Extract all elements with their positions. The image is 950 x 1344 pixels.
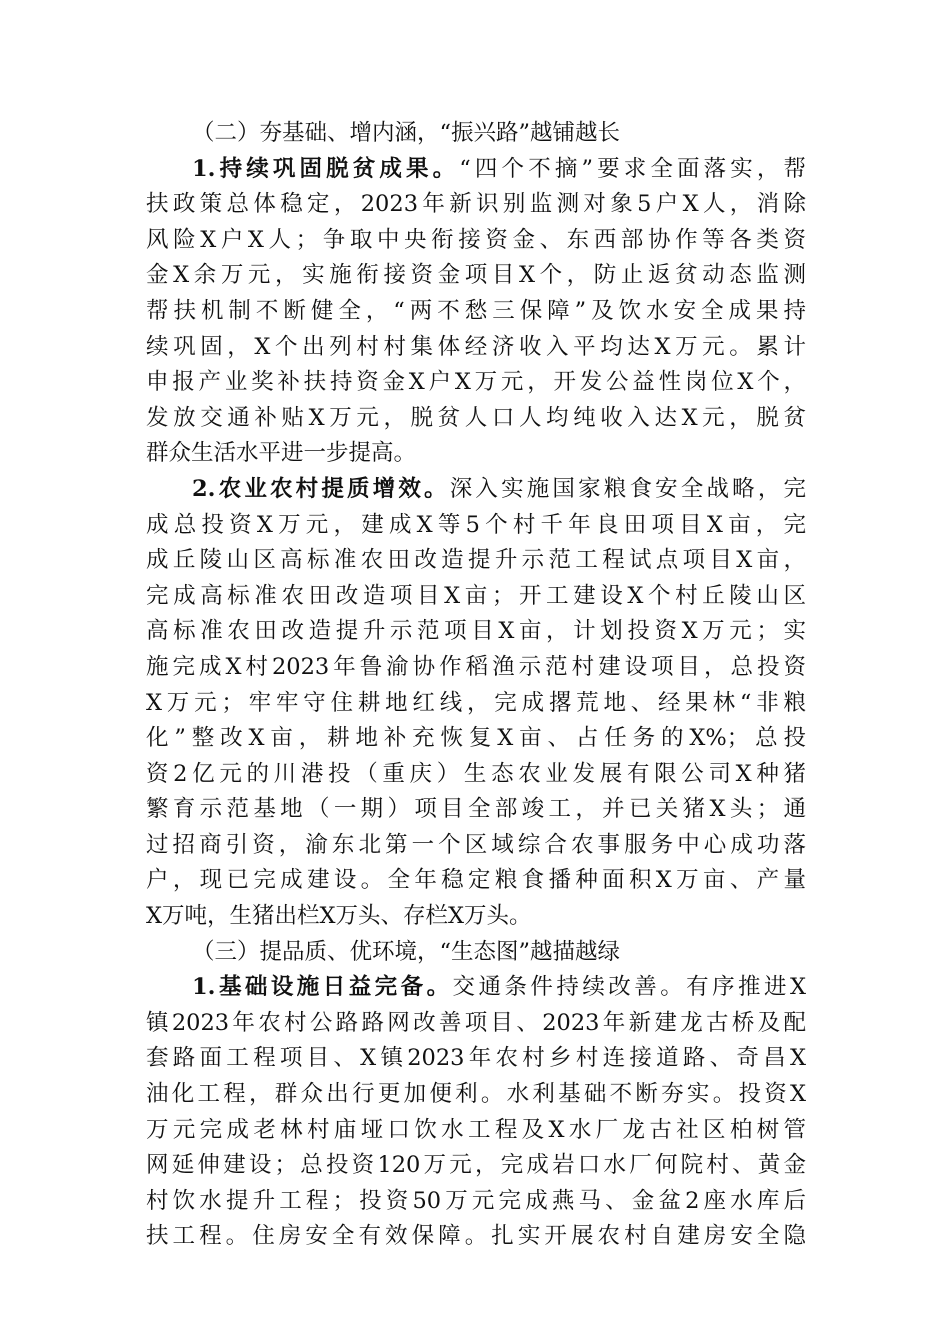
paragraph-line [146,970,806,1006]
paragraph-line: 高标准农田改造提升示范项目X亩，计划投资X万元；实 [146,618,806,645]
paragraph-line [146,472,806,508]
paragraph-line: 扶工程。住房安全有效保障。扎实开展农村自建房安全隐 [146,1223,806,1250]
paragraph-line: 申报产业奖补扶持资金X户X万元，开发公益性岗位X个， [146,369,806,396]
paragraph-lead: 1.基础设施日益完备。 [192,974,453,1001]
paragraph-line: 套路面工程项目、X镇2023年农村乡村连接道路、奇昌X [146,1045,806,1072]
paragraph-line: 户，现已完成建设。全年稳定粮食播种面积X万亩、产量 [146,867,806,894]
paragraph-line: 发放交通补贴X万元，脱贫人口人均纯收入达X元，脱贫 [146,404,806,431]
paragraph-line: 完成高标准农田改造项目X亩；开工建设X个村丘陵山区 [146,582,806,609]
paragraph-line: 群众生活水平进一步提高。 [146,440,417,467]
paragraph-lead: 2.农业农村提质增效。 [192,475,450,502]
paragraph-line: X万元；牢牢守住耕地红线，完成撂荒地、经果林“非粮 [146,689,806,716]
paragraph-line: X万吨，生猪出栏X万头、存栏X万头。 [146,903,532,930]
paragraph-line: 过招商引资，渝东北第一个区域综合农事服务中心成功落 [146,831,806,858]
paragraph-line: 帮扶机制不断健全，“两不愁三保障”及饮水安全成果持 [146,297,806,324]
paragraph-line: 成丘陵山区高标准农田改造提升示范工程试点项目X亩， [146,547,806,574]
paragraph-line: 油化工程，群众出行更加便利。水利基础不断夯实。投资X [146,1081,806,1108]
paragraph-line: 网延伸建设；总投资120万元，完成岩口水厂何院村、黄金 [146,1152,806,1179]
paragraph-line: 村饮水提升工程；投资50万元完成燕马、金盆2座水库后 [146,1187,806,1214]
paragraph-text: 深入实施国家粮食安全战略，完 [449,475,806,502]
paragraph-line: 化”整改X亩，耕地补充恢复X亩、占任务的X%；总投 [146,725,806,752]
paragraph-line: 繁育示范基地（一期）项目全部竣工，并已关猪X头；通 [146,796,806,823]
paragraph-line: 扶政策总体稳定，2023年新识别监测对象5户X人，消除 [146,191,806,218]
paragraph-line: 风险X户X人；争取中央衔接资金、东西部协作等各类资 [146,226,806,253]
paragraph-line: 镇2023年农村公路路网改善项目、2023年新建龙古桥及配 [146,1009,806,1036]
paragraph-text: “四个不摘”要求全面落实，帮 [459,155,806,182]
paragraph-line: 施完成X村2023年鲁渝协作稻渔示范村建设项目，总投资 [146,653,806,680]
section-heading-3: （三）提品质、优环境，“生态图”越描越绿 [192,938,621,965]
paragraph-lead: 1.持续巩固脱贫成果。 [192,155,460,182]
paragraph-line: 续巩固，X个出列村村集体经济收入平均达X万元。累计 [146,333,806,360]
paragraph-line: 万元完成老林村庙垭口饮水工程及X水厂龙古社区柏树管 [146,1116,806,1143]
paragraph-line [146,152,806,188]
paragraph-text: 交通条件持续改善。有序推进X [452,974,806,1001]
paragraph-agriculture [146,472,806,935]
paragraph-poverty-results [146,152,806,472]
paragraph-line: 金X余万元，实施衔接资金项目X个，防止返贫动态监测 [146,262,806,289]
paragraph-infrastructure [146,970,806,1255]
paragraph-line: 资2亿元的川港投（重庆）生态农业发展有限公司X种猪 [146,760,806,787]
section-heading-2: （二）夯基础、增内涵，“振兴路”越铺越长 [192,120,621,146]
paragraph-line: 成总投资X万元，建成X等5个村千年良田项目X亩，完 [146,511,806,538]
document-page [146,116,806,1255]
